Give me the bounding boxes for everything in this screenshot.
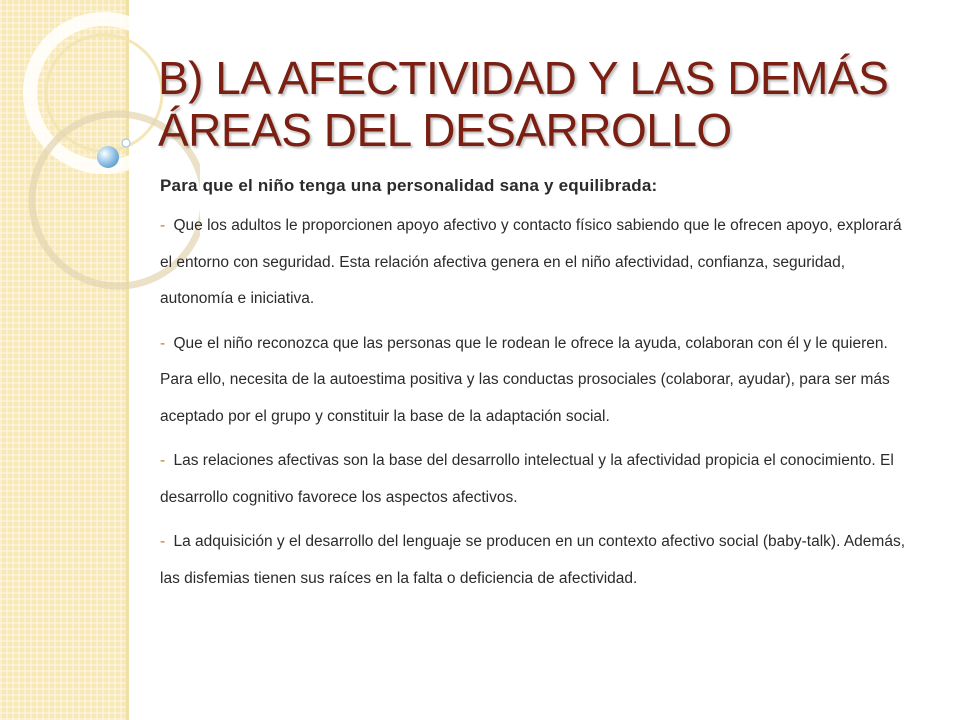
slide-title: [158, 52, 918, 156]
bullet-dash: -: [160, 452, 166, 469]
paragraph-text: Que el niño reconozca que las personas que le rodean le ofrece la ayuda, colaboran con él y le quieren. Para ello, necesita de la autoestima positiva y las conductas prosociales (colaborar, ayudar), para ser más aceptado por el grupo y constituir la base de la adaptación social.: [160, 334, 890, 425]
blue-orb: [97, 146, 119, 168]
intro-text: Para que el niño tenga una personalidad sana y equilibrada:: [160, 176, 658, 195]
bullet-dash: -: [160, 334, 166, 352]
bullet-dash: -: [160, 217, 166, 234]
paragraph-text: La adquisición y el desarrollo del lenguaje se producen en un contexto afectivo social (baby-talk). Además, las disfemias tienen sus raíces en la falta o deficiencia de afectividad.: [160, 533, 906, 587]
paragraph-3: [160, 443, 910, 516]
paragraph-1: [160, 208, 910, 318]
small-bubble: [122, 139, 130, 147]
paragraph-4: [160, 524, 910, 597]
paragraph-text: Que los adultos le proporcionen apoyo afectivo y contacto físico sabiendo que le ofrecen apoyo, explorará el entorno con seguridad. Esta relación afectiva genera en el niño afectividad, confianza, seguridad, autonomía e iniciativa.: [160, 217, 902, 307]
paragraph-2: [160, 326, 910, 436]
slide-content: [160, 176, 910, 605]
title-line-1: B) LA AFECTIVIDAD Y LAS DEMÁS: [158, 52, 889, 104]
bullet-dash: -: [160, 533, 166, 550]
title-line-2: ÁREAS DEL DESARROLLO: [158, 104, 732, 156]
paragraph-text: Las relaciones afectivas son la base del desarrollo intelectual y la afectividad propicia el conocimiento. El desarrollo cognitivo favorece los aspectos afectivos.: [160, 452, 894, 506]
